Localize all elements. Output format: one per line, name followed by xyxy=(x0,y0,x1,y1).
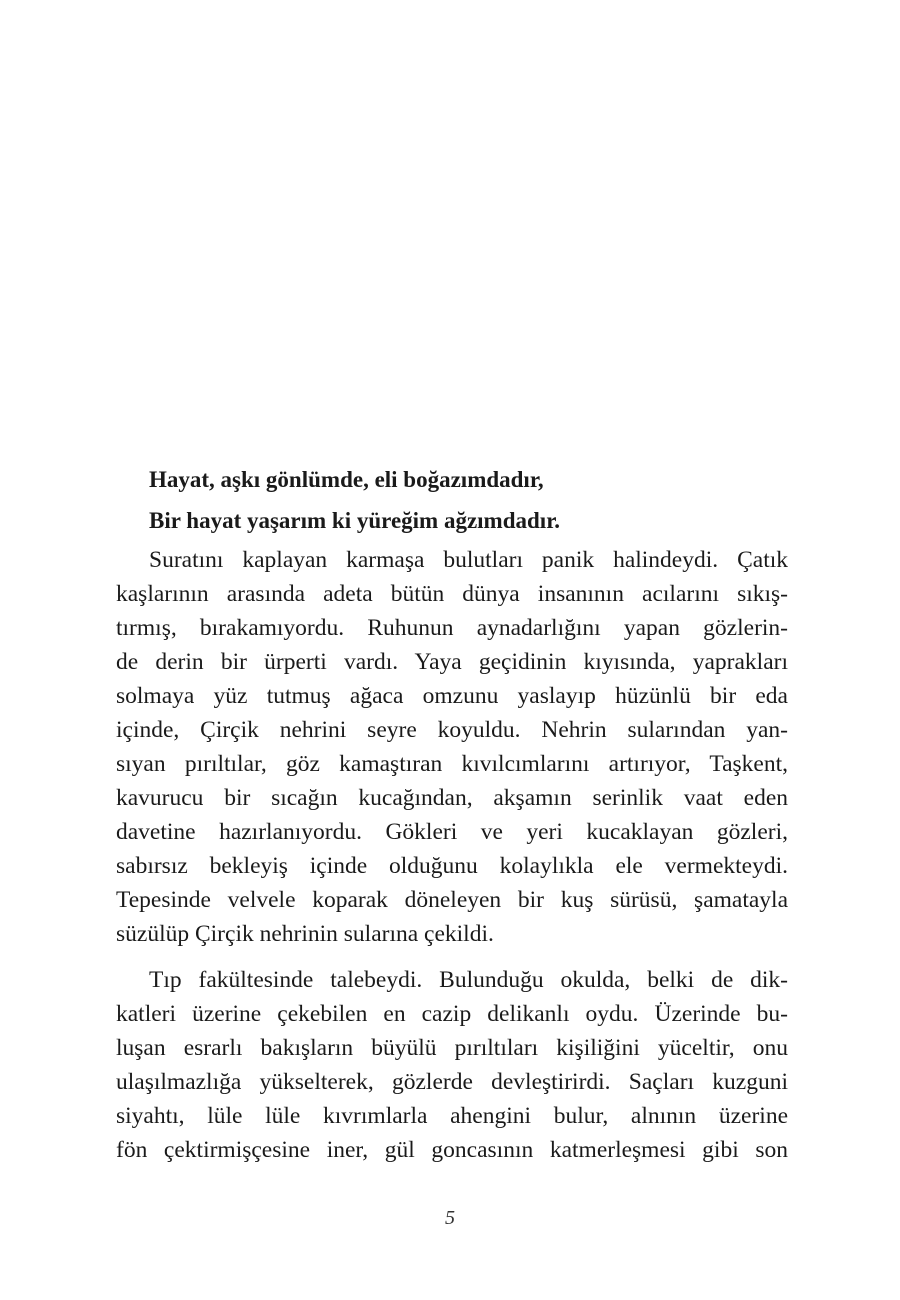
paragraph-line: kaşlarının arasında adeta bütün dünya insanının acılarını sıkış- xyxy=(116,581,788,607)
paragraph-line: luşan esrarlı bakışların büyülü pırıltıları kişiliğini yüceltir, onu xyxy=(116,1035,788,1061)
paragraph-line: siyahtı, lüle lüle kıvrımlarla ahengini bulur, alnının üzerine xyxy=(116,1103,788,1129)
paragraph-line: Suratını kaplayan karmaşa bulutları panik halindeydi. Çatık xyxy=(149,547,788,573)
paragraph-line: Tepesinde velvele koparak döneleyen bir kuş sürüsü, şamatayla xyxy=(116,887,788,913)
paragraph-line: fön çektirmişçesine iner, gül goncasının katmerleşmesi gibi son xyxy=(116,1137,788,1163)
page-text xyxy=(116,459,788,1167)
paragraph-line: davetine hazırlanıyordu. Gökleri ve yeri kucaklayan gözleri, xyxy=(116,819,788,845)
epigraph-line: Hayat, aşkı gönlümde, eli boğazımdadır, xyxy=(149,467,544,492)
epigraph xyxy=(116,459,788,541)
paragraph-line: ulaşılmazlığa yükselterek, gözlerde devleştirirdi. Saçları kuzguni xyxy=(116,1069,788,1095)
paragraph xyxy=(116,963,788,1167)
epigraph-line: Bir hayat yaşarım ki yüreğim ağzımdadır. xyxy=(149,508,561,533)
paragraph-line: kavurucu bir sıcağın kucağından, akşamın serinlik vaat eden xyxy=(116,785,788,811)
paragraph-line: Tıp fakültesinde talebeydi. Bulunduğu okulda, belki de dik- xyxy=(149,967,788,993)
page-number: 5 xyxy=(445,1207,455,1229)
paragraph-line: içinde, Çirçik nehrini seyre koyuldu. Nehrin sularından yan- xyxy=(116,717,788,743)
paragraph-line: solmaya yüz tutmuş ağaca omzunu yaslayıp hüzünlü bir eda xyxy=(116,683,788,709)
paragraph-line: tırmış, bırakamıyordu. Ruhunun aynadarlığını yapan gözlerin- xyxy=(116,615,788,641)
paragraph xyxy=(116,543,788,951)
paragraph-line: katleri üzerine çekebilen en cazip delikanlı oydu. Üzerinde bu- xyxy=(116,1001,788,1027)
paragraph-line: sıyan pırıltılar, göz kamaştıran kıvılcımlarını artırıyor, Taşkent, xyxy=(116,751,788,777)
paragraph-line: süzülüp Çirçik nehrinin sularına çekildi. xyxy=(116,921,494,947)
paragraph-line: de derin bir ürperti vardı. Yaya geçidinin kıyısında, yaprakları xyxy=(116,649,788,675)
paragraph-line: sabırsız bekleyiş içinde olduğunu kolaylıkla ele vermekteydi. xyxy=(116,853,788,879)
